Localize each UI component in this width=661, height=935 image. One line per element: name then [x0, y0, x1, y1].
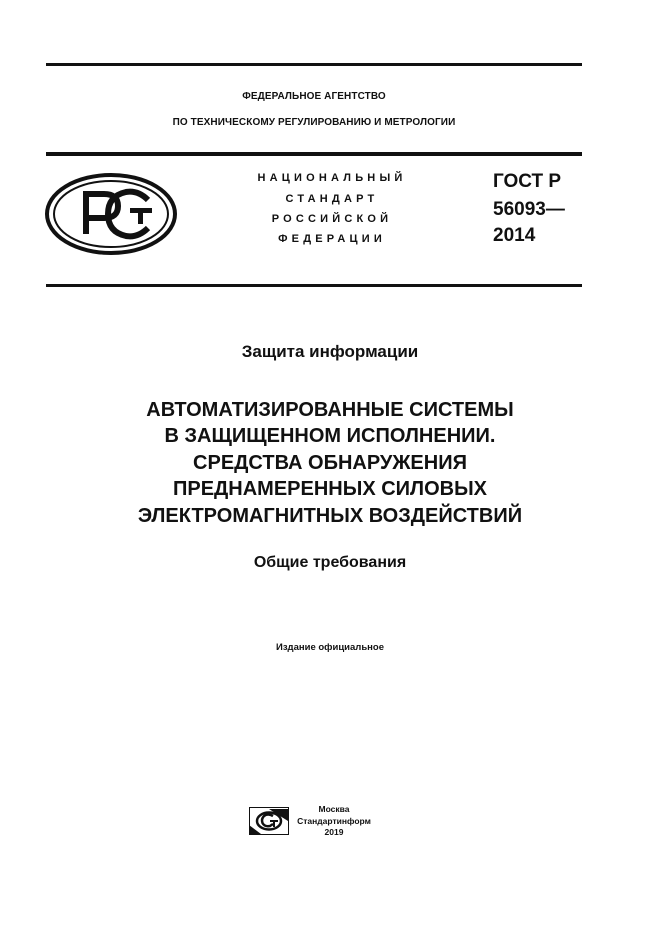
title-line: ПРЕДНАМЕРЕННЫХ СИЛОВЫХ [172, 478, 487, 501]
title-line: АВТОМАТИЗИРОВАННЫЕ СИСТЕМЫ [146, 399, 514, 421]
rst-logo-icon [44, 172, 178, 256]
title-line: СРЕДСТВА ОБНАРУЖЕНИЯ [193, 451, 467, 474]
top-rule [46, 63, 582, 66]
publication-year: 2019 [324, 827, 344, 837]
document-title [46, 397, 614, 529]
gost-designation-line-1: ГОСТ Р [493, 171, 562, 192]
edition-note: Издание официальное [276, 642, 384, 653]
national-standard-line-3: РОССИЙСКОЙ [271, 213, 393, 225]
header-rule [46, 152, 582, 156]
publisher-city: Москва [318, 804, 350, 814]
document-subtitle: Общие требования [253, 554, 407, 571]
national-standard-line-4: ФЕДЕРАЦИИ [278, 233, 386, 245]
title-line: В ЗАЩИЩЕННОМ ИСПОЛНЕНИИ. [164, 425, 496, 448]
national-standard-line-2: СТАНДАРТ [285, 193, 379, 205]
gost-designation-line-2: 56093— [493, 199, 565, 220]
title-line: ЭЛЕКТРОМАГНИТНЫХ ВОЗДЕЙСТВИЙ [137, 504, 523, 527]
standard-block-rule [46, 284, 582, 287]
national-standard-line-1: НАЦИОНАЛЬНЫЙ [257, 172, 407, 184]
document-subject: Защита информации [241, 342, 419, 361]
gost-designation-line-3: 2014 [493, 225, 536, 246]
agency-line-1: ФЕДЕРАЛЬНОЕ АГЕНТСТВО [242, 91, 386, 102]
standartinform-logo-icon [249, 807, 289, 835]
publisher-name: Стандартинформ [297, 815, 371, 826]
publisher-info [294, 804, 374, 839]
agency-line-2: ПО ТЕХНИЧЕСКОМУ РЕГУЛИРОВАНИЮ И МЕТРОЛОГИИ [172, 117, 456, 128]
